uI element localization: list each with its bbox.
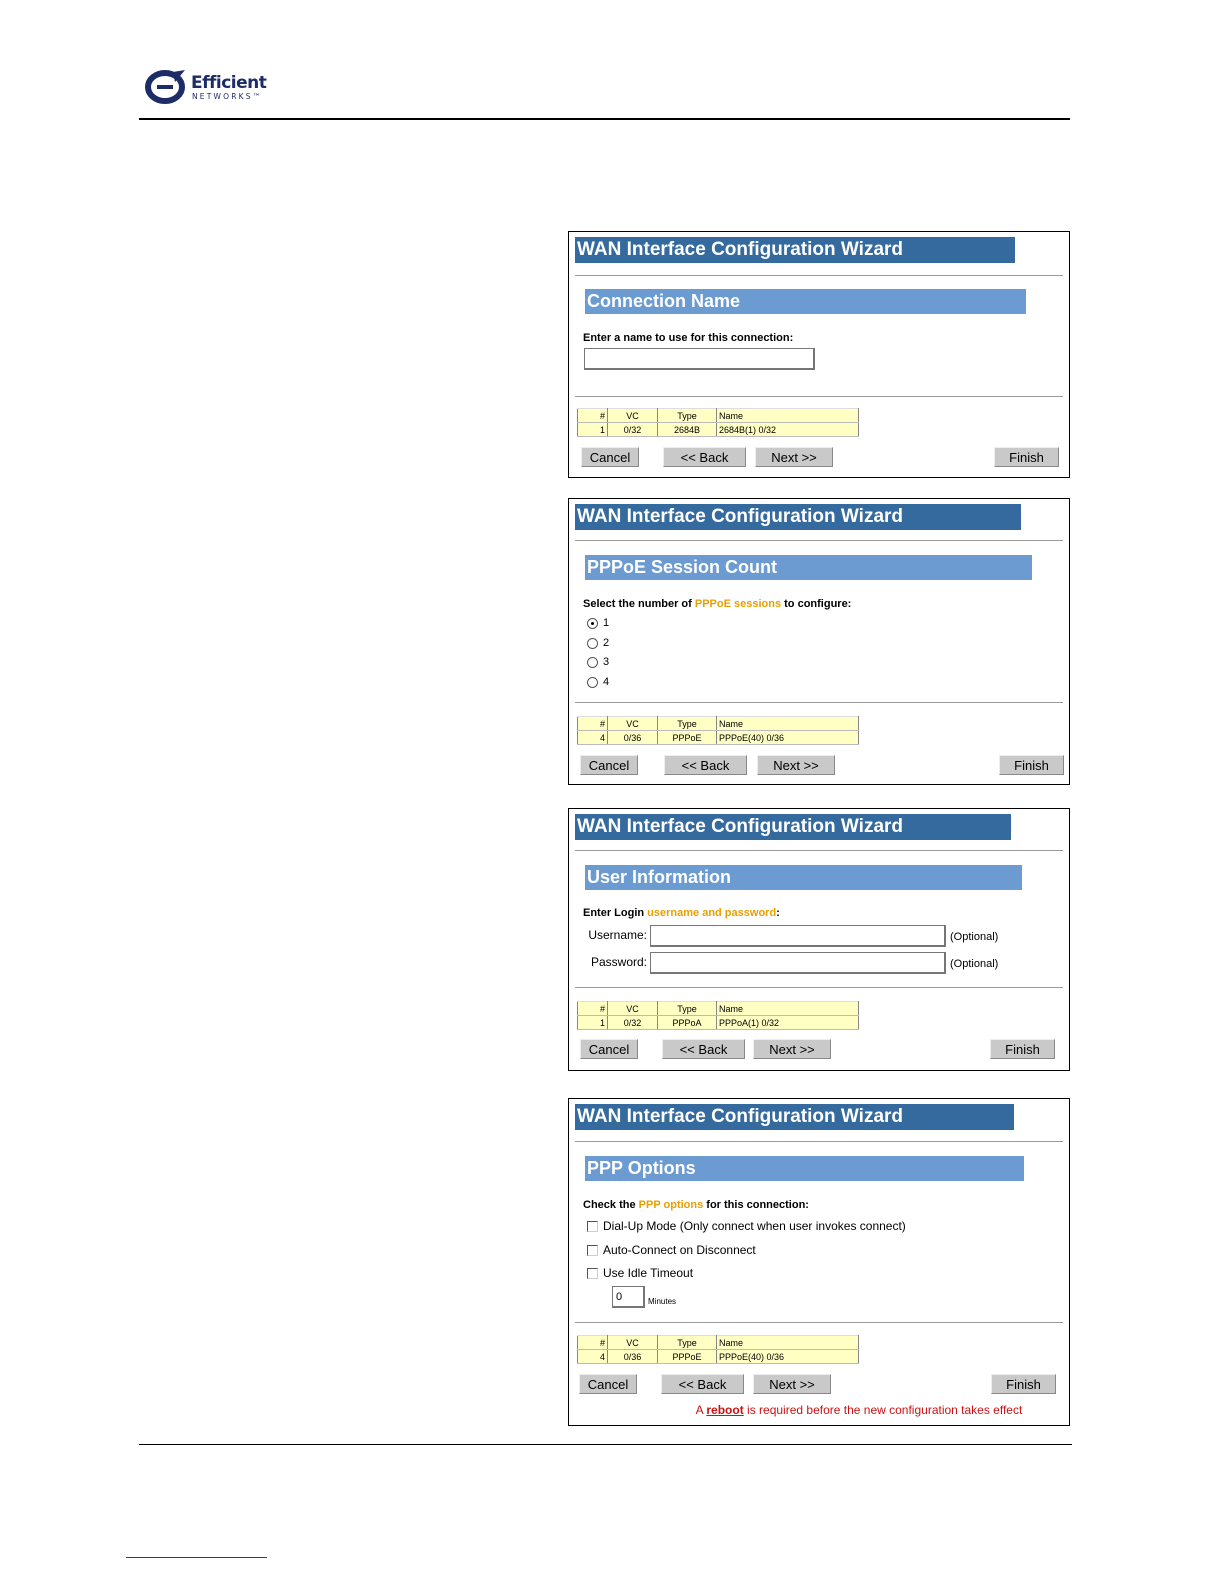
cell-vc: 0/32 <box>608 1016 658 1030</box>
table-row <box>578 423 859 437</box>
col-header-vc: VC <box>608 1336 658 1350</box>
radio-option-4[interactable] <box>587 675 609 689</box>
col-header-name: Name <box>717 1336 859 1350</box>
prompt-text: to configure: <box>781 598 852 610</box>
wizard-title: WAN Interface Configuration Wizard <box>575 504 1021 530</box>
reboot-text: is required before the new configuration takes effect <box>743 1403 1023 1417</box>
prompt-text: Check the <box>583 1199 639 1211</box>
checkbox-dial-up-mode[interactable] <box>587 1219 906 1233</box>
table-header-row <box>578 1002 859 1016</box>
radio-option-2[interactable] <box>587 636 609 650</box>
checkbox-label: Use Idle Timeout <box>603 1266 694 1280</box>
back-button[interactable]: << Back <box>661 1374 744 1394</box>
prompt-text: Select the number of <box>583 598 695 610</box>
cell-type: PPPoE <box>658 731 717 745</box>
radio-selected-icon[interactable] <box>587 618 598 629</box>
wizard-title: WAN Interface Configuration Wizard <box>575 1104 1014 1130</box>
table-header-row <box>578 717 859 731</box>
cell-name: 2684B(1) 0/32 <box>717 423 859 437</box>
wizard-title: WAN Interface Configuration Wizard <box>575 237 1015 263</box>
cell-name: PPPoA(1) 0/32 <box>717 1016 859 1030</box>
section-title: PPP Options <box>585 1156 1024 1181</box>
cell-vc: 0/36 <box>608 731 658 745</box>
next-button[interactable]: Next >> <box>753 1374 831 1394</box>
finish-button[interactable]: Finish <box>994 447 1059 467</box>
radio-option-3[interactable] <box>587 655 609 669</box>
cancel-button[interactable]: Cancel <box>580 1039 638 1059</box>
password-optional-label: (Optional) <box>950 958 999 970</box>
reboot-text: A <box>695 1403 707 1417</box>
col-header-type: Type <box>658 1336 717 1350</box>
divider <box>575 702 1063 703</box>
cell-num: 4 <box>578 1350 608 1364</box>
password-label: Password: <box>590 955 647 969</box>
back-button[interactable]: << Back <box>663 447 746 467</box>
cell-name: PPPoE(40) 0/36 <box>717 731 859 745</box>
col-header-vc: VC <box>608 1002 658 1016</box>
cancel-button[interactable]: Cancel <box>579 1374 637 1394</box>
cancel-button[interactable]: Cancel <box>580 755 638 775</box>
table-header-row <box>578 1336 859 1350</box>
col-header-type: Type <box>658 717 717 731</box>
wizard-panel-connection-name <box>568 231 1070 478</box>
wizard-panel-pppoe-session-count <box>568 498 1070 785</box>
reboot-link[interactable]: reboot <box>706 1403 744 1417</box>
divider <box>575 850 1063 851</box>
session-count-prompt <box>583 598 851 610</box>
checkbox-auto-connect[interactable] <box>587 1243 756 1257</box>
col-header-num: # <box>578 1336 608 1350</box>
prompt-highlight: username and password <box>647 907 777 919</box>
header-rule <box>139 118 1070 120</box>
back-button[interactable]: << Back <box>662 1039 745 1059</box>
checkbox-use-idle-timeout[interactable] <box>587 1266 693 1280</box>
login-prompt <box>583 907 780 919</box>
ppp-options-prompt <box>583 1199 809 1211</box>
cell-name: PPPoE(40) 0/36 <box>717 1350 859 1364</box>
prompt-highlight: PPPoE sessions <box>694 598 782 610</box>
next-button[interactable]: Next >> <box>757 755 835 775</box>
cell-num: 1 <box>578 423 608 437</box>
col-header-type: Type <box>658 409 717 423</box>
logo-e-icon <box>145 68 189 104</box>
logo-subtext: NETWORKS™ <box>192 92 263 101</box>
col-header-num: # <box>578 717 608 731</box>
col-header-type: Type <box>658 1002 717 1016</box>
next-button[interactable]: Next >> <box>753 1039 831 1059</box>
divider <box>575 396 1063 397</box>
checkbox-icon[interactable] <box>587 1221 598 1232</box>
cell-vc: 0/36 <box>608 1350 658 1364</box>
connection-name-prompt: Enter a name to use for this connection: <box>583 332 794 344</box>
table-row <box>578 1350 859 1364</box>
cell-vc: 0/32 <box>608 423 658 437</box>
checkbox-label: Auto-Connect on Disconnect <box>603 1243 756 1257</box>
col-header-name: Name <box>717 717 859 731</box>
radio-option-1[interactable] <box>587 616 609 630</box>
finish-button[interactable]: Finish <box>999 755 1064 775</box>
finish-button[interactable]: Finish <box>991 1374 1056 1394</box>
checkbox-label: Dial-Up Mode (Only connect when user invokes connect) <box>603 1219 906 1233</box>
section-title: Connection Name <box>585 289 1026 314</box>
vc-table <box>577 408 859 437</box>
idle-timeout-input[interactable] <box>612 1286 645 1308</box>
wizard-title: WAN Interface Configuration Wizard <box>575 814 1011 840</box>
table-row <box>578 731 859 745</box>
username-input[interactable] <box>650 925 946 947</box>
prompt-text: : <box>776 907 780 919</box>
finish-button[interactable]: Finish <box>990 1039 1055 1059</box>
efficient-networks-logo <box>145 66 275 106</box>
cell-type: PPPoA <box>658 1016 717 1030</box>
radio-icon[interactable] <box>587 677 598 688</box>
col-header-vc: VC <box>608 717 658 731</box>
section-title: User Information <box>585 865 1022 890</box>
col-header-vc: VC <box>608 409 658 423</box>
back-button[interactable]: << Back <box>664 755 747 775</box>
divider <box>575 1141 1063 1142</box>
divider <box>575 275 1063 276</box>
prompt-text: Enter Login <box>583 907 648 919</box>
col-header-name: Name <box>717 1002 859 1016</box>
col-header-num: # <box>578 1002 608 1016</box>
radio-label: 3 <box>603 656 610 668</box>
next-button[interactable]: Next >> <box>755 447 833 467</box>
cell-num: 1 <box>578 1016 608 1030</box>
prompt-text: for this connection: <box>703 1199 809 1211</box>
vc-table <box>577 1001 859 1030</box>
password-input[interactable] <box>650 952 946 974</box>
minutes-label: Minutes <box>648 1297 677 1306</box>
divider <box>575 1322 1063 1323</box>
section-title: PPPoE Session Count <box>585 555 1032 580</box>
prompt-highlight: PPP options <box>638 1199 704 1211</box>
table-row <box>578 1016 859 1030</box>
radio-icon[interactable] <box>587 638 598 649</box>
radio-label: 2 <box>603 637 610 649</box>
col-header-num: # <box>578 409 608 423</box>
logo-wordmark: Efficient <box>191 73 267 93</box>
connection-name-input[interactable] <box>584 348 815 370</box>
vc-table <box>577 1335 859 1364</box>
footer-rule <box>139 1444 1072 1445</box>
vc-table <box>577 716 859 745</box>
checkbox-icon[interactable] <box>587 1268 598 1279</box>
footer-link-underline <box>126 1557 267 1558</box>
col-header-name: Name <box>717 409 859 423</box>
cell-type: 2684B <box>658 423 717 437</box>
wizard-panel-ppp-options <box>568 1098 1070 1426</box>
radio-label: 4 <box>603 676 610 688</box>
divider <box>575 987 1063 988</box>
reboot-notice <box>569 1403 1069 1417</box>
cancel-button[interactable]: Cancel <box>581 447 639 467</box>
wizard-panel-user-information <box>568 808 1070 1071</box>
username-optional-label: (Optional) <box>950 931 999 943</box>
username-label: Username: <box>588 928 647 942</box>
table-header-row <box>578 409 859 423</box>
cell-type: PPPoE <box>658 1350 717 1364</box>
radio-label: 1 <box>603 617 610 629</box>
divider <box>575 540 1063 541</box>
cell-num: 4 <box>578 731 608 745</box>
radio-icon[interactable] <box>587 657 598 668</box>
checkbox-icon[interactable] <box>587 1245 598 1256</box>
